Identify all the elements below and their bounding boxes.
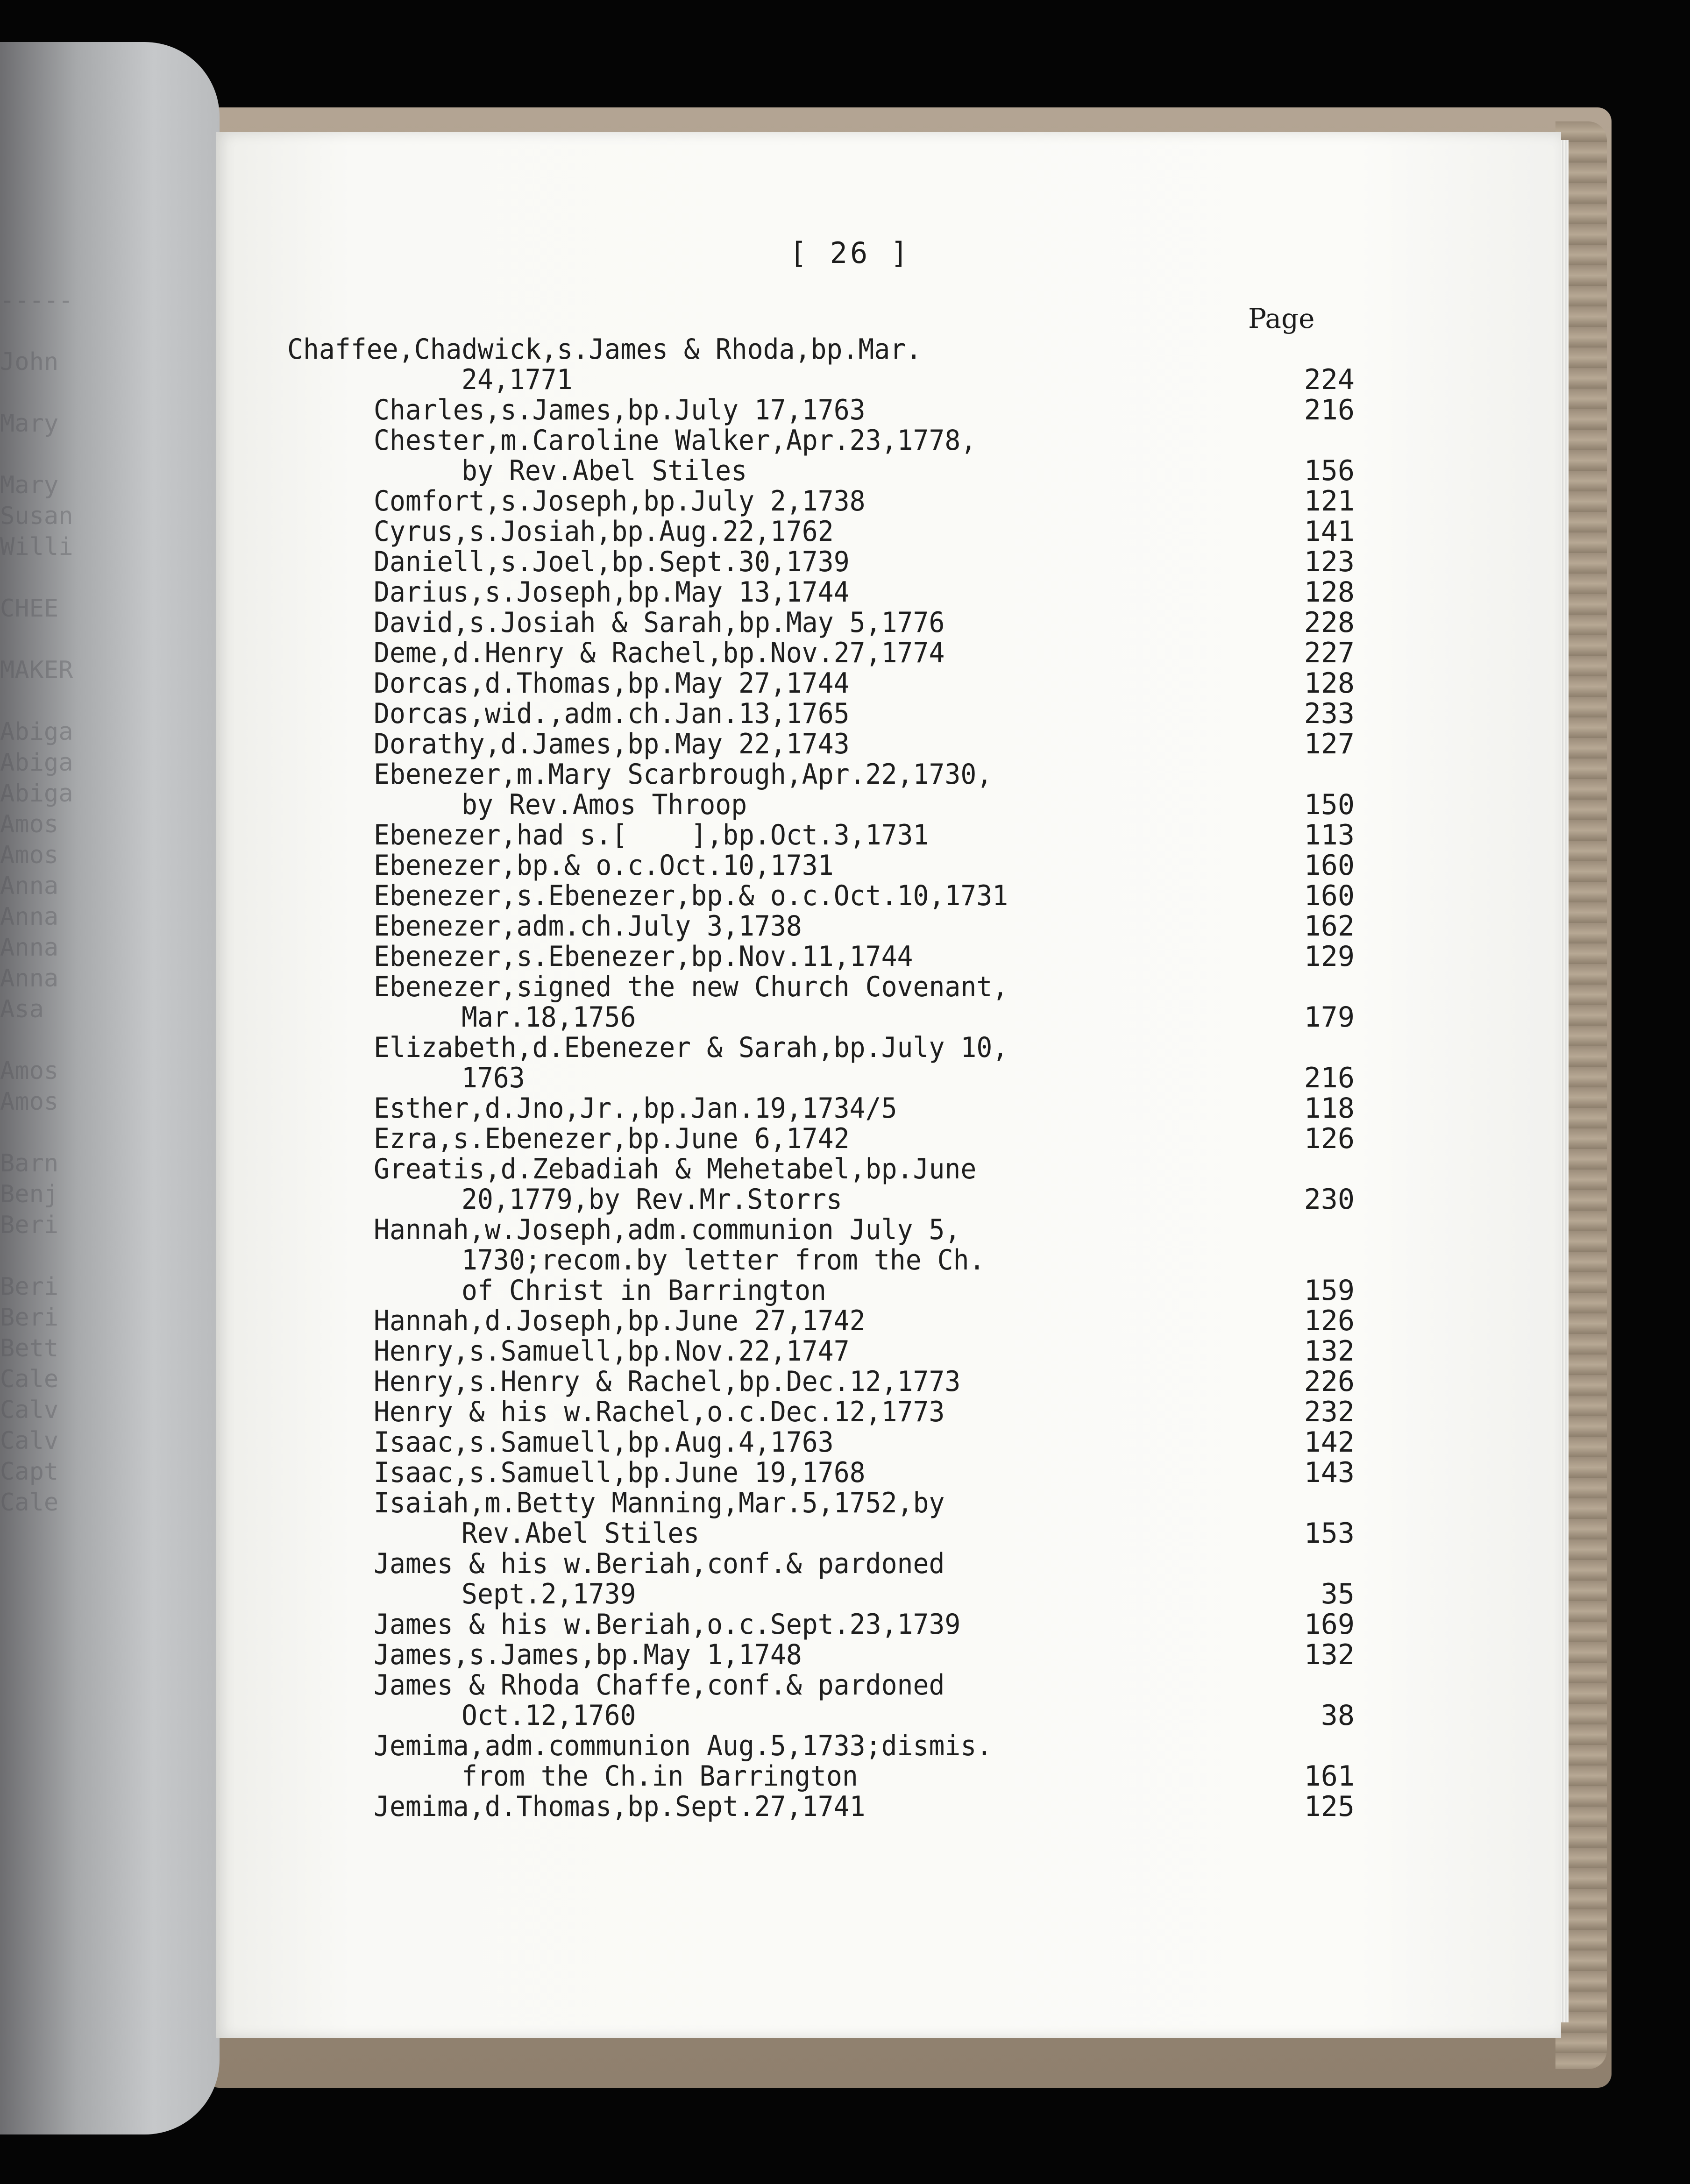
entry-text: James,s.James,bp.May 1,1748 [374, 1638, 802, 1671]
entry-page-ref: 126 [1304, 1122, 1355, 1155]
index-entry [374, 1640, 1355, 1670]
index-entry [287, 333, 1355, 396]
entry-text-continuation: 24,1771 [462, 363, 573, 396]
entry-text: Darius,s.Joseph,bp.May 13,1744 [374, 576, 850, 609]
entry-text: Charles,s.James,bp.July 17,1763 [374, 394, 866, 426]
index-entry [374, 547, 1355, 577]
index-entry [374, 1033, 1355, 1093]
index-entry [374, 881, 1355, 911]
entry-page-ref: 159 [1304, 1274, 1355, 1307]
index-entry [374, 1367, 1355, 1397]
entry-text: Cyrus,s.Josiah,bp.Aug.22,1762 [374, 515, 834, 548]
entry-text-continuation: Sept.2,1739 [462, 1578, 636, 1610]
entry-page-ref: 161 [1304, 1760, 1355, 1793]
entry-text-continuation: Mar.18,1756 [462, 1001, 636, 1034]
entry-text: David,s.Josiah & Sarah,bp.May 5,1776 [374, 606, 945, 639]
entry-text-continuation: Rev.Abel Stiles [462, 1517, 700, 1550]
index-entry [374, 1397, 1355, 1427]
entry-page-ref: 128 [1304, 576, 1355, 609]
entry-text: Hannah,d.Joseph,bp.June 27,1742 [374, 1305, 866, 1337]
entry-page-ref: 143 [1304, 1456, 1355, 1489]
entry-text: Dorathy,d.James,bp.May 22,1743 [374, 728, 850, 760]
entry-text: Henry & his w.Rachel,o.c.Dec.12,1773 [374, 1396, 945, 1428]
entry-page-ref: 160 [1304, 879, 1355, 912]
entry-text: Ebenezer,had s.[ ],bp.Oct.3,1731 [374, 819, 929, 851]
entry-page-ref: 169 [1304, 1608, 1355, 1641]
index-entry [374, 1610, 1355, 1640]
entry-text: James & his w.Beriah,conf.& pardoned [374, 1547, 945, 1580]
index-entry [374, 820, 1355, 851]
entry-text: Henry,s.Samuell,bp.Nov.22,1747 [374, 1335, 850, 1368]
entry-text: Comfort,s.Joseph,bp.July 2,1738 [374, 485, 866, 518]
entry-page-ref: 129 [1304, 940, 1355, 973]
entry-text-continuation: by Rev.Abel Stiles [462, 454, 747, 487]
entry-page-ref: 141 [1304, 515, 1355, 548]
entry-text: Deme,d.Henry & Rachel,bp.Nov.27,1774 [374, 637, 945, 669]
entry-text: Ebenezer,signed the new Church Covenant, [374, 971, 1008, 1003]
entry-page-ref: 233 [1304, 697, 1355, 730]
facing-page-bleed-text: ----- John Mary Mary Susan Willi CHEE MAKER Abiga Abiga Abiga Amos Amos Anna Anna Anna Anna Asa Amos Amos Barn Benj Beri Beri Beri Bett Cale Calv Calv Capt Cale [0, 286, 73, 1517]
entry-text-continuation: by Rev.Amos Throop [462, 788, 747, 821]
entry-text: Isaiah,m.Betty Manning,Mar.5,1752,by [374, 1487, 945, 1519]
index-entry [374, 1549, 1355, 1610]
entry-page-ref: 179 [1304, 1001, 1355, 1034]
index-entry [374, 1427, 1355, 1458]
index-entry [374, 425, 1355, 486]
entry-text: Henry,s.Henry & Rachel,bp.Dec.12,1773 [374, 1365, 961, 1398]
entry-text: Daniell,s.Joel,bp.Sept.30,1739 [374, 546, 850, 578]
index-entry [374, 395, 1355, 425]
entry-text: Hannah,w.Joseph,adm.communion July 5, [374, 1213, 961, 1246]
entry-page-ref: 226 [1304, 1365, 1355, 1398]
entry-text: James & Rhoda Chaffe,conf.& pardoned [374, 1669, 945, 1702]
index-entry [374, 486, 1355, 517]
entry-page-ref: 127 [1304, 728, 1355, 760]
index-entry [374, 759, 1355, 820]
entry-text-continuation: of Christ in Barrington [462, 1274, 826, 1307]
entry-page-ref: 224 [1304, 363, 1355, 396]
index-entry [374, 1093, 1355, 1124]
index-entry [374, 638, 1355, 668]
entry-page-ref: 156 [1304, 454, 1355, 487]
entry-text-continuation: 1763 [462, 1062, 525, 1094]
facing-page [0, 42, 220, 2134]
index-entry [374, 1124, 1355, 1154]
entry-text: Ebenezer,adm.ch.July 3,1738 [374, 910, 802, 943]
entry-text-continuation: from the Ch.in Barrington [462, 1760, 858, 1793]
entry-page-ref: 132 [1304, 1335, 1355, 1368]
entry-text: Greatis,d.Zebadiah & Mehetabel,bp.June [374, 1153, 977, 1185]
entry-text: Jemima,d.Thomas,bp.Sept.27,1741 [374, 1790, 866, 1823]
index-entry [374, 1670, 1355, 1731]
index-entry [374, 1306, 1355, 1336]
index-entry [374, 1458, 1355, 1488]
entry-page-ref: 118 [1304, 1092, 1355, 1125]
entry-text: Ezra,s.Ebenezer,bp.June 6,1742 [374, 1122, 850, 1155]
entry-page-ref: 125 [1304, 1790, 1355, 1823]
index-entry [374, 942, 1355, 972]
entry-text: Ebenezer,s.Ebenezer,bp.& o.c.Oct.10,1731 [374, 879, 1008, 912]
page-column-heading: Page [1248, 303, 1315, 334]
index-entry [374, 729, 1355, 759]
entry-text: Isaac,s.Samuell,bp.June 19,1768 [374, 1456, 866, 1489]
index-entry [374, 911, 1355, 942]
index-entry [374, 1215, 1355, 1306]
entry-page-ref: 128 [1304, 667, 1355, 700]
entry-page-ref: 126 [1304, 1305, 1355, 1337]
entry-page-ref: 160 [1304, 849, 1355, 882]
entry-page-ref: 227 [1304, 637, 1355, 669]
entry-text: Isaac,s.Samuell,bp.Aug.4,1763 [374, 1426, 834, 1459]
entry-text-continuation: 1730;recom.by letter from the Ch. [462, 1244, 985, 1276]
entry-page-ref: 228 [1304, 606, 1355, 639]
entry-page-ref: 123 [1304, 546, 1355, 578]
entry-page-ref: 153 [1304, 1517, 1355, 1550]
entry-text-continuation: Oct.12,1760 [462, 1699, 636, 1732]
entry-text: Dorcas,wid.,adm.ch.Jan.13,1765 [374, 697, 850, 730]
entry-text: Esther,d.Jno,Jr.,bp.Jan.19,1734/5 [374, 1092, 897, 1125]
index-entry [374, 668, 1355, 699]
entry-text: Ebenezer,bp.& o.c.Oct.10,1731 [374, 849, 834, 882]
entry-page-ref: 150 [1304, 788, 1355, 821]
index-entry [374, 972, 1355, 1033]
entry-text-continuation: 20,1779,by Rev.Mr.Storrs [462, 1183, 842, 1216]
entry-text: Chester,m.Caroline Walker,Apr.23,1778, [374, 424, 977, 457]
entry-page-ref: 132 [1304, 1638, 1355, 1671]
entry-page-ref: 38 [1321, 1699, 1355, 1732]
entry-text: Chaffee,Chadwick,s.James & Rhoda,bp.Mar. [287, 333, 922, 366]
index-entry [374, 1488, 1355, 1549]
entry-text: Ebenezer,m.Mary Scarbrough,Apr.22,1730, [374, 758, 993, 791]
entry-text: Jemima,adm.communion Aug.5,1733;dismis. [374, 1730, 993, 1762]
entry-page-ref: 230 [1304, 1183, 1355, 1216]
entry-page-ref: 121 [1304, 485, 1355, 518]
entry-text: Ebenezer,s.Ebenezer,bp.Nov.11,1744 [374, 940, 913, 973]
entry-page-ref: 113 [1304, 819, 1355, 851]
entry-page-ref: 35 [1321, 1578, 1355, 1610]
entry-page-ref: 162 [1304, 910, 1355, 943]
page-number: [ 26 ] [789, 236, 911, 270]
index-entry [374, 608, 1355, 638]
index-entries [287, 333, 1355, 1823]
index-entry [374, 517, 1355, 547]
entry-text: Elizabeth,d.Ebenezer & Sarah,bp.July 10, [374, 1031, 1008, 1064]
index-entry [374, 1792, 1355, 1822]
index-entry [374, 577, 1355, 608]
entry-page-ref: 232 [1304, 1396, 1355, 1428]
entry-page-ref: 216 [1304, 1062, 1355, 1094]
entry-text: Dorcas,d.Thomas,bp.May 27,1744 [374, 667, 850, 700]
index-entry [374, 699, 1355, 729]
index-entry [374, 851, 1355, 881]
index-entry [374, 1154, 1355, 1215]
index-entry [374, 1731, 1355, 1792]
entry-text: James & his w.Beriah,o.c.Sept.23,1739 [374, 1608, 961, 1641]
entry-page-ref: 142 [1304, 1426, 1355, 1459]
entry-page-ref: 216 [1304, 394, 1355, 426]
index-entry [374, 1336, 1355, 1367]
